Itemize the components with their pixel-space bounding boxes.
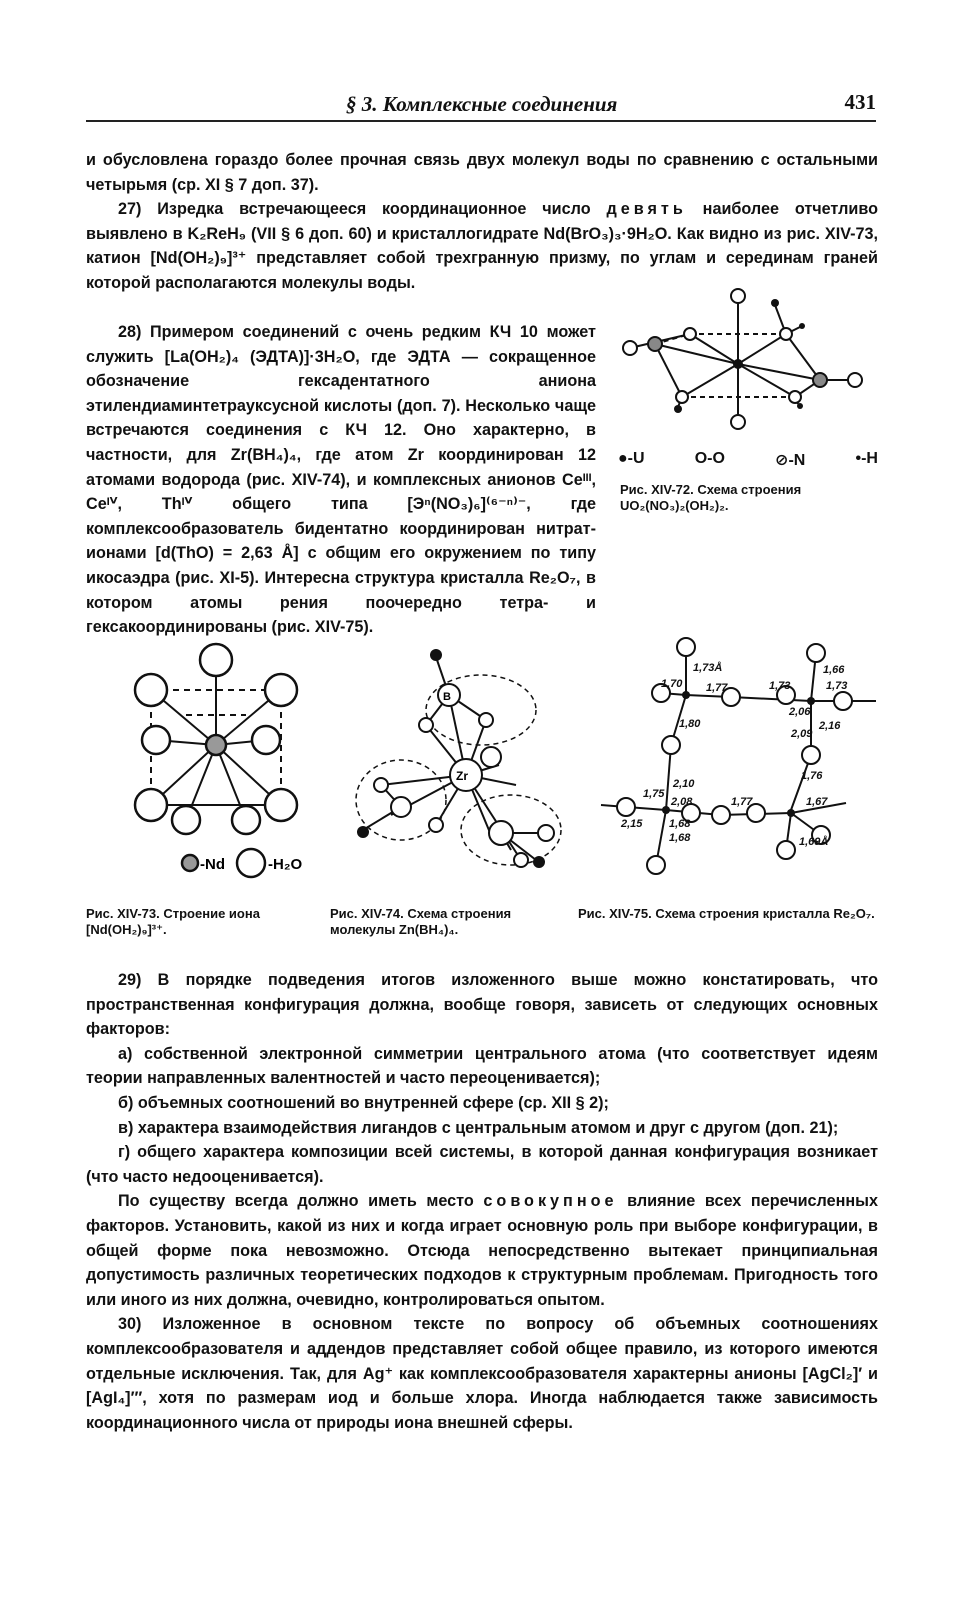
bond-label: 2,16 [819,720,841,732]
list-item-b: б) объемных соотношений во внутренней сфере (ср. XII § 2); [118,1093,609,1112]
zr-bh4-diagram [341,635,591,885]
bond-label: 1,70 [661,678,683,690]
page-header [86,90,876,124]
paragraph-29: 29) В порядке подведения итогов изложенного выше можно констатировать, что пространственная конфигурация должна, вообще говоря, зависеть от следующих основных факторов: [86,971,878,1039]
paragraph-27: 27) Изредка встречающееся координационное число девять наиболее отчетливо выявлено в K₂ReH₉ (VII § 6 доп. 60) и кристаллогидрате Nd(BrO₃)₃·9H₂O. Как видно из рис. XIV-73, катион [Nd(OH₂)₉]³⁺ представляет собой трехгранную призму, по углам и серединам граней которой располагаются молекулы воды. [86,200,879,292]
bond-label: 1,66 [823,664,845,676]
atom-b-label: B [443,691,451,703]
fig74-caption: Рис. XIV-74. Схема строения молекулы Zn(BH₄)₄. [330,906,512,937]
bond-label: 1,67 [806,796,828,808]
bond-label: 2,08 [671,796,693,808]
fig72-caption: Рис. XIV-72. Схема строения UO₂(NO₃)₂(OH₂)₂. [620,482,802,513]
bond-label: 1,77 [706,682,728,694]
paragraph-summary: По существу всегда должно иметь место совокупное влияние всех перечисленных факторов. Установить, какой из них и когда играет основную роль при выборе конфигурации, в общей форме пока невозможно. Отсюда непосредственно вытекает принципиальная допустимость различных теоретических подходов к структурным проблемам. Пригодность того или иного из них должна, очевидно, контролироваться опытом. [86,1192,878,1309]
fig72-legend [618,450,878,470]
nd-complex-diagram [106,635,326,885]
fig73-caption: Рис. XIV-73. Строение иона [Nd(OH₂)₉]³⁺. [86,906,260,937]
fig75-caption: Рис. XIV-75. Схема строения кристалла Re₂O₇. [578,906,875,921]
paragraph-30: 30) Изложенное в основном тексте по вопросу об объемных соотношениях комплексообразователя и аддендов представляет собой общее правило, из которого имеются отдельные исключения. Так, для Ag⁺ как комплексообразователя характерны анионы [AgCl₂]′ и [AgI₄]′″, хотя по размерам иод и больше хлора. Иногда наблюдается также зависимость координационного числа от природы иона внешней сферы. [86,1315,878,1432]
bond-label: 1,69Å [799,836,829,848]
legend-nitrogen: ⊘-N [775,452,806,469]
bond-label: 1,80 [679,718,701,730]
bond-label: 2,15 [621,818,643,830]
bond-label: 1,73Å [693,662,723,674]
legend-hydrogen: •-H [855,450,878,467]
legend-uranium: ●-U [618,450,645,467]
bond-label: 2,09 [791,728,813,740]
bond-label: 1,75 [643,788,665,800]
bond-label: 2,10 [673,778,695,790]
legend-h2o: -H₂O [268,856,303,873]
paragraph-continuation: и обусловлена гораздо более прочная связь двух молекул воды по сравнению с остальными четырьмя (ср. XI § 7 доп. 37). [86,151,878,194]
list-item-a: а) собственной электронной симметрии центрального атома (что соответствует идеям теории направленных валентностей и часто переоценивается); [86,1044,878,1088]
running-title: § 3. Комплексные соединения [346,92,618,116]
atom-zr-label: Zr [456,769,468,783]
list-item-v: в) характера взаимодействия лигандов с центральным атомом и друг с другом (доп. 21); [118,1118,839,1137]
top-text-block [86,148,878,296]
bond-label: 1,68 [669,832,691,844]
figures-row [86,635,878,905]
bond-label: 1,76 [801,770,823,782]
bottom-text-block [86,968,878,1435]
legend-oxygen: O-O [694,450,725,467]
bond-label: 1,77 [731,796,753,808]
figure-xiv-72 [610,282,878,522]
list-item-g: г) общего характера композиции всей системы, в которой данная конфигурация возникает (что часто недооценивается). [86,1143,878,1186]
page-number: 431 [844,90,876,114]
re2o7-structure-diagram [591,635,878,885]
uranyl-nitrate-diagram [610,282,878,452]
paragraph-28-block [86,320,596,640]
header-rule [86,120,876,122]
paragraph-28: 28) Примером соединений с очень редким КЧ 10 может служить [La(OH₂)₄ (ЭДТА)]·3H₂O, где ЭДТА — сокращенное обозначение гексадентатного аниона этилендиаминтетрауксусной кислоты (доп. 7). Несколько чаще встречаются соединения с КЧ 12. Оно характерно, в частности, для Zr(BH₄)₄, где атом Zr координирован 12 атомами водорода (рис. XIV-74), и комплексных анионов Ceᴵᴵᴵ, Ceᴵⱽ, Thᴵⱽ общего типа [Эⁿ(NO₃)₆]⁽⁶⁻ⁿ⁾⁻, где комплексообразователь бидентатно координирован нитрат-ионами [d(ThO) = 2,63 Å] с общим его окружением по типу икосаэдра (рис. XI-5). Интересна структура кристалла Re₂O₇, в котором атомы рения поочередно тетра- и гексакоординированы (рис. XIV-75). [86,323,596,637]
bond-label: 2,06 [789,706,811,718]
bond-label: 1,73 [826,680,848,692]
bond-label: 1,73 [769,680,791,692]
legend-nd: -Nd [200,856,225,873]
bond-label: 1,68 [669,818,691,830]
